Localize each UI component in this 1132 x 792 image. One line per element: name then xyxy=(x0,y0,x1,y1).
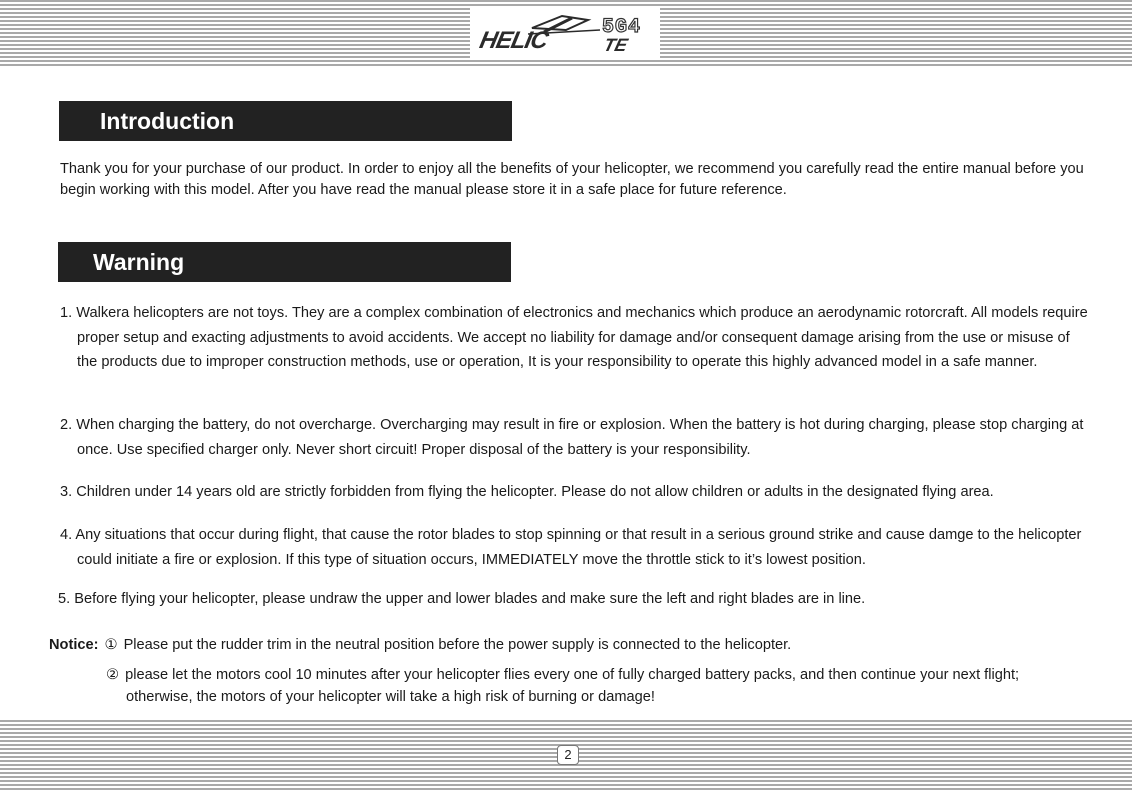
warning-item-5: 5. Before flying your helicopter, please undraw the upper and lower blades and make sure the left and right blades are in line. xyxy=(58,591,866,607)
notice-label: Notice: xyxy=(49,637,99,653)
brand-logo xyxy=(470,8,660,58)
warning-item-3: 3. Children under 14 years old are strictly forbidden from flying the helicopter. Please do not allow children or adults in the designated flying area. xyxy=(60,484,994,500)
introduction-text: Thank you for your purchase of our product. In order to enjoy all the benefits of your helicopter, we recommend you carefully read the entire manual before you begin working with this model. After you have read the manual please store it in a safe place for future reference. xyxy=(60,161,1084,198)
notice-item-1 xyxy=(49,634,1089,656)
logo-model-text: 5G4 xyxy=(602,16,642,39)
warning-item-1: 1. Walkera helicopters are not toys. They are a complex combination of electronics and mechanics which produce an aerodynamic rotorcraft. All models require proper setup and exacting adjustments to avoid accidents. We accept no liability for damage and/or consequent damage arising from the use or misuse of the products due to improper construction methods, use or operation, It is your responsibility to operate this highly advanced model in a safe manner. xyxy=(60,305,1088,370)
introduction-heading: Introduction xyxy=(59,101,512,141)
page-number: 2 xyxy=(557,745,579,765)
notice-text-1: Please put the rudder trim in the neutral position before the power supply is connected to the helicopter. xyxy=(123,637,792,653)
logo-suffix-text: TE xyxy=(601,35,630,55)
notice-item-2 xyxy=(106,664,1086,708)
notice-number-2: ② xyxy=(106,667,120,683)
warning-item-4: 4. Any situations that occur during flight, that cause the rotor blades to stop spinning or that result in a serious ground strike and cause damge to the helicopter could initiate a fire or explosion. If this type of situation occurs, IMMEDIATELY move the throttle stick to it’s lowest position. xyxy=(60,527,1082,568)
notice-number-1: ① xyxy=(104,637,118,653)
warning-heading: Warning xyxy=(58,242,511,282)
logo-main-text: HELIC xyxy=(477,27,550,54)
warning-item-2: 2. When charging the battery, do not overcharge. Overcharging may result in fire or explosion. When the battery is hot during charging, please stop charging at once. Use specified charger only. Never short circuit! Proper disposal of the battery is your responsibility. xyxy=(60,417,1084,458)
notice-text-2: please let the motors cool 10 minutes after your helicopter flies every one of fully charged battery packs, and then continue your next flight; otherwise, the motors of your helicopter will take a high risk of burning or damage! xyxy=(125,667,1020,705)
